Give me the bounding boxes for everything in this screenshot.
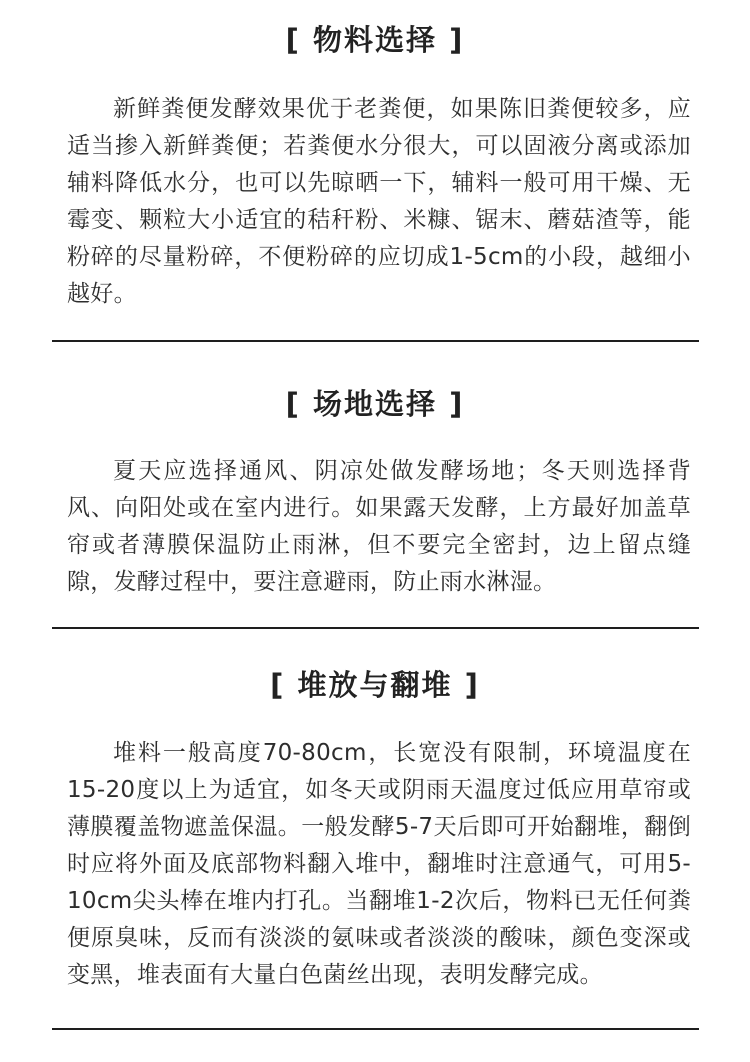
section-divider [52,627,699,629]
section-title-materials: [ 物料选择 ] [285,23,465,57]
section-title-site: [ 场地选择 ] [285,387,465,421]
section-body-site: 夏天应选择通风、阴凉处做发酵场地；冬天则选择背风、向阳处或在室内进行。如果露天发酵，上方最好加盖草帘或者薄膜保温防止雨淋，但不要完全密封，边上留点缝隙，发酵过程中，要注意避雨，防止雨水淋湿。 [67,458,691,595]
section-divider [52,1028,699,1030]
section-title-stacking: [ 堆放与翻堆 ] [270,668,480,702]
section-divider [52,340,699,342]
section-body-stacking: 堆料一般高度70-80cm，长宽没有限制，环境温度在15-20度以上为适宜，如冬天或阴雨天温度过低应用草帘或薄膜覆盖物遮盖保温。一般发酵5-7天后即可开始翻堆，翻倒时应将外面及底部物料翻入堆中，翻堆时注意通气，可用5-10cm尖头棒在堆内打孔。当翻堆1-2次后，物料已无任何粪便原臭味，反而有淡淡的氨味或者淡淡的酸味，颜色变深或变黑，堆表面有大量白色菌丝出现，表明发酵完成。 [67,740,691,988]
section-body-materials: 新鲜粪便发酵效果优于老粪便，如果陈旧粪便较多，应适当掺入新鲜粪便；若粪便水分很大，可以固液分离或添加辅料降低水分，也可以先晾晒一下，辅料一般可用干燥、无霉变、颗粒大小适宜的秸秆粉、米糠、锯末、蘑菇渣等，能粉碎的尽量粉碎，不便粉碎的应切成1-5cm的小段，越细小越好。 [67,96,691,307]
